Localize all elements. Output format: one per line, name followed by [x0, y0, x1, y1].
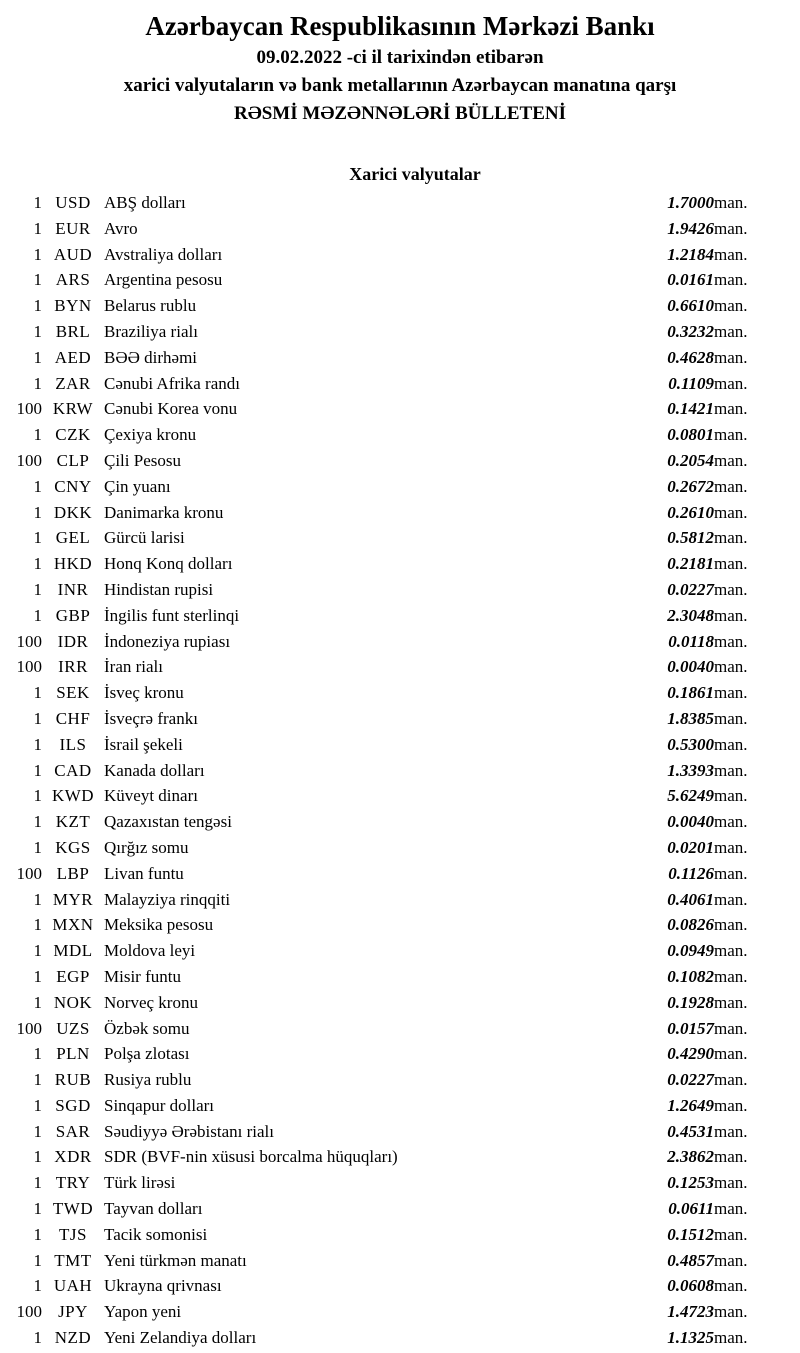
rate-row: [0, 758, 800, 784]
quantity-cell: 1: [33, 270, 42, 290]
unit-cell: man.: [714, 915, 748, 935]
currency-code-cell: IRR: [58, 657, 88, 677]
unit-cell: man.: [714, 218, 748, 238]
quantity-cell: 1: [33, 605, 42, 625]
quantity-cell: 1: [33, 347, 42, 367]
unit-cell: man.: [714, 1018, 748, 1038]
rate-row: [0, 422, 800, 448]
quantity-cell: 100: [16, 657, 42, 677]
rate-row: [0, 1222, 800, 1248]
rate-row: [0, 551, 800, 577]
bank-title: Azərbaycan Respublikasının Mərkəzi Bankı: [145, 11, 655, 41]
rate-value-cell: 0.6610: [667, 296, 714, 316]
rate-row: [0, 500, 800, 526]
currency-code-cell: KRW: [52, 399, 94, 419]
rate-row: [0, 1196, 800, 1222]
rate-row: [0, 887, 800, 913]
rate-value-cell: 1.2649: [667, 1095, 714, 1115]
currency-code-cell: USD: [55, 193, 91, 212]
rate-value-cell: 0.1126: [668, 863, 714, 883]
rate-row: [0, 525, 800, 551]
currency-name-cell: İndoneziya rupiası: [104, 631, 231, 651]
rate-row: [0, 371, 800, 397]
currency-code-cell: ZAR: [55, 373, 91, 393]
currency-name-cell: Norveç kronu: [104, 992, 198, 1012]
currency-code-cell: TWD: [52, 1199, 94, 1219]
quantity-cell: 1: [33, 941, 42, 961]
bulletin-title-line: RƏSMİ MƏZƏNNƏLƏRİ BÜLLETENİ: [233, 103, 566, 124]
currency-code-cell: NZD: [54, 1328, 92, 1348]
currency-name-cell: İran rialı: [104, 657, 163, 677]
currency-code-cell: TJS: [59, 1224, 87, 1244]
quantity-cell: 1: [33, 1173, 42, 1193]
quantity-cell: 1: [33, 889, 42, 909]
unit-cell: man.: [714, 1199, 748, 1219]
currency-name-cell: Moldova leyi: [104, 941, 196, 961]
rate-value-cell: 0.0040: [667, 812, 714, 832]
currency-name-cell: Belarus rublu: [104, 296, 197, 316]
currency-name-cell: Meksika pesosu: [104, 915, 214, 935]
rate-row: [0, 1248, 800, 1274]
quantity-cell: 1: [33, 837, 42, 857]
unit-cell: man.: [714, 1095, 748, 1115]
currency-code-cell: ILS: [59, 734, 87, 754]
currency-code-cell: JPY: [58, 1302, 88, 1322]
rate-value-cell: 0.4628: [667, 347, 714, 367]
unit-cell: man.: [714, 863, 748, 883]
currency-code-cell: LBP: [56, 863, 90, 883]
rate-value-cell: 0.0227: [667, 1070, 714, 1090]
rate-value-cell: 0.4857: [667, 1250, 714, 1270]
currency-name-cell: Sinqapur dolları: [104, 1095, 215, 1115]
currency-code-cell: NOK: [53, 992, 93, 1012]
currency-name-cell: Livan funtu: [104, 863, 184, 883]
currency-code-cell: AED: [54, 347, 92, 367]
unit-cell: man.: [714, 1147, 748, 1167]
unit-cell: man.: [714, 1224, 748, 1244]
currency-name-cell: Səudiyyə Ərəbistanı rialı: [104, 1121, 274, 1141]
currency-name-cell: Cənubi Afrika randı: [104, 373, 240, 393]
quantity-cell: 1: [33, 554, 42, 574]
currency-code-cell: XDR: [54, 1147, 92, 1167]
currency-name-cell: Yeni türkmən manatı: [104, 1250, 247, 1270]
currency-name-cell: Argentina pesosu: [104, 270, 223, 290]
unit-cell: man.: [714, 476, 748, 496]
quantity-cell: 100: [16, 450, 42, 470]
rate-row: [0, 577, 800, 603]
currency-code-cell: BRL: [55, 321, 91, 341]
currency-name-cell: İsrail şekeli: [104, 734, 183, 754]
rate-value-cell: 0.2610: [667, 502, 714, 522]
rate-value-cell: 0.4061: [667, 889, 714, 909]
quantity-cell: 1: [33, 296, 42, 316]
quantity-cell: 1: [33, 734, 42, 754]
unit-cell: man.: [714, 992, 748, 1012]
currency-code-cell: TRY: [55, 1173, 91, 1193]
currency-code-cell: UZS: [56, 1018, 90, 1038]
unit-cell: man.: [714, 1121, 748, 1141]
unit-cell: man.: [714, 1070, 748, 1090]
currency-name-cell: Tacik somonisi: [104, 1224, 208, 1244]
unit-cell: man.: [714, 270, 748, 290]
currency-code-cell: MDL: [53, 941, 93, 961]
rate-value-cell: 0.4531: [667, 1121, 714, 1141]
quantity-cell: 1: [33, 760, 42, 780]
rate-value-cell: 0.0949: [667, 941, 714, 961]
unit-cell: man.: [714, 450, 748, 470]
currency-code-cell: KGS: [55, 837, 91, 857]
currency-code-cell: IDR: [57, 631, 89, 651]
rate-value-cell: 5.6249: [667, 786, 714, 806]
rate-row: [0, 861, 800, 887]
currency-code-cell: EUR: [55, 218, 91, 238]
currency-name-cell: Çili Pesosu: [104, 450, 181, 470]
currency-name-cell: Gürcü larisi: [104, 528, 185, 548]
currency-code-cell: UAH: [53, 1276, 93, 1296]
unit-cell: man.: [714, 528, 748, 548]
currency-name-cell: İngilis funt sterlinqi: [104, 605, 240, 625]
currency-code-cell: HKD: [53, 554, 93, 574]
currency-name-cell: Malayziya rinqqiti: [104, 889, 231, 909]
rate-row: [0, 1119, 800, 1145]
rate-value-cell: 0.0157: [667, 1018, 714, 1038]
unit-cell: man.: [714, 966, 748, 986]
quantity-cell: 100: [16, 1018, 42, 1038]
rate-value-cell: 0.0118: [668, 631, 714, 651]
unit-cell: man.: [714, 1044, 748, 1064]
currency-code-cell: ARS: [55, 270, 91, 290]
quantity-cell: 1: [33, 1199, 42, 1219]
quantity-cell: 1: [33, 579, 42, 599]
rate-row: [0, 680, 800, 706]
effective-date-line: 09.02.2022 -ci il tarixindən etibarən: [256, 47, 544, 68]
currency-name-cell: Cənubi Korea vonu: [104, 399, 238, 419]
unit-cell: man.: [714, 760, 748, 780]
unit-cell: man.: [714, 554, 748, 574]
currency-name-cell: Çexiya kronu: [104, 425, 197, 445]
unit-cell: man.: [714, 734, 748, 754]
rate-row: [0, 654, 800, 680]
currency-code-cell: TMT: [54, 1250, 92, 1270]
currency-code-cell: SGD: [55, 1095, 91, 1115]
exchange-rates-table: [0, 190, 800, 1351]
subtitle-line: xarici valyutaların və bank metallarının Azərbaycan manatına qarşı: [123, 75, 677, 96]
currency-code-cell: CAD: [54, 760, 92, 780]
rate-value-cell: 0.0201: [667, 837, 714, 857]
rate-row: [0, 706, 800, 732]
unit-cell: man.: [714, 193, 748, 212]
rate-row: [0, 242, 800, 268]
rate-value-cell: 0.2054: [667, 450, 714, 470]
unit-cell: man.: [714, 605, 748, 625]
rate-value-cell: 1.1325: [667, 1328, 714, 1348]
rate-row: [0, 912, 800, 938]
currency-code-cell: AUD: [53, 244, 93, 264]
quantity-cell: 1: [33, 992, 42, 1012]
quantity-cell: 100: [16, 863, 42, 883]
currency-name-cell: ABŞ dolları: [104, 193, 186, 212]
rate-row: [0, 964, 800, 990]
quantity-cell: 1: [33, 193, 42, 212]
rate-row: [0, 783, 800, 809]
quantity-cell: 1: [33, 321, 42, 341]
rate-value-cell: 1.3393: [667, 760, 714, 780]
currency-name-cell: Misir funtu: [104, 966, 181, 986]
unit-cell: man.: [714, 1328, 748, 1348]
quantity-cell: 1: [33, 1095, 42, 1115]
unit-cell: man.: [714, 683, 748, 703]
rate-value-cell: 2.3862: [667, 1147, 714, 1167]
quantity-cell: 100: [16, 399, 42, 419]
currency-name-cell: Polşa zlotası: [104, 1044, 190, 1064]
unit-cell: man.: [714, 889, 748, 909]
unit-cell: man.: [714, 425, 748, 445]
section-title: Xarici valyutalar: [349, 164, 481, 184]
unit-cell: man.: [714, 941, 748, 961]
rate-row: [0, 732, 800, 758]
rate-row: [0, 1093, 800, 1119]
rate-value-cell: 0.1928: [667, 992, 714, 1012]
currency-name-cell: Avstraliya dolları: [104, 244, 223, 264]
rate-value-cell: 0.3232: [667, 321, 714, 341]
unit-cell: man.: [714, 373, 748, 393]
rate-row: [0, 1273, 800, 1299]
rate-row: [0, 396, 800, 422]
rate-value-cell: 1.4723: [667, 1302, 714, 1322]
rate-row: [0, 190, 800, 216]
currency-name-cell: İsveç kronu: [104, 683, 184, 703]
rate-row: [0, 1144, 800, 1170]
rate-row: [0, 990, 800, 1016]
rate-row: [0, 267, 800, 293]
currency-name-cell: Türk lirəsi: [104, 1173, 176, 1193]
quantity-cell: 1: [33, 1044, 42, 1064]
rate-value-cell: 0.5812: [667, 528, 714, 548]
currency-name-cell: Kanada dolları: [104, 760, 205, 780]
rate-value-cell: 0.4290: [667, 1044, 714, 1064]
currency-name-cell: SDR (BVF-nin xüsusi borcalma hüquqları): [104, 1147, 398, 1167]
quantity-cell: 1: [33, 1147, 42, 1167]
currency-name-cell: Qırğız somu: [104, 837, 189, 857]
rate-row: [0, 293, 800, 319]
currency-code-cell: CHF: [55, 708, 91, 728]
rate-row: [0, 216, 800, 242]
currency-code-cell: GEL: [55, 528, 91, 548]
quantity-cell: 1: [33, 502, 42, 522]
quantity-cell: 1: [33, 1250, 42, 1270]
unit-cell: man.: [714, 786, 748, 806]
rate-row: [0, 1041, 800, 1067]
unit-cell: man.: [714, 1302, 748, 1322]
unit-cell: man.: [714, 321, 748, 341]
rate-row: [0, 319, 800, 345]
currency-code-cell: CZK: [55, 425, 91, 445]
currency-code-cell: SAR: [55, 1121, 91, 1141]
currency-name-cell: Hindistan rupisi: [104, 579, 214, 599]
currency-code-cell: CNY: [54, 476, 92, 496]
rate-value-cell: 0.1253: [667, 1173, 714, 1193]
quantity-cell: 1: [33, 425, 42, 445]
unit-cell: man.: [714, 1276, 748, 1296]
rate-value-cell: 0.1512: [667, 1224, 714, 1244]
rate-value-cell: 0.0801: [667, 425, 714, 445]
currency-code-cell: EGP: [56, 966, 90, 986]
quantity-cell: 1: [33, 812, 42, 832]
unit-cell: man.: [714, 502, 748, 522]
rate-value-cell: 1.8385: [667, 708, 714, 728]
quantity-cell: 1: [33, 373, 42, 393]
rates-table-body: [0, 190, 800, 1351]
rate-row: [0, 809, 800, 835]
quantity-cell: 1: [33, 683, 42, 703]
unit-cell: man.: [714, 1250, 748, 1270]
quantity-cell: 100: [16, 631, 42, 651]
currency-name-cell: Rusiya rublu: [104, 1070, 192, 1090]
quantity-cell: 1: [33, 1224, 42, 1244]
currency-name-cell: Danimarka kronu: [104, 502, 224, 522]
rate-row: [0, 1299, 800, 1325]
quantity-cell: 1: [33, 244, 42, 264]
rate-row: [0, 835, 800, 861]
quantity-cell: 1: [33, 1121, 42, 1141]
rate-value-cell: 0.0608: [667, 1276, 714, 1296]
rate-row: [0, 448, 800, 474]
currency-code-cell: INR: [57, 579, 89, 599]
rate-row: [0, 629, 800, 655]
rate-row: [0, 1016, 800, 1042]
rate-value-cell: 0.5300: [667, 734, 714, 754]
unit-cell: man.: [714, 812, 748, 832]
unit-cell: man.: [714, 657, 748, 677]
quantity-cell: 100: [16, 1302, 42, 1322]
rate-value-cell: 0.1109: [668, 373, 714, 393]
currency-code-cell: DKK: [53, 502, 93, 522]
unit-cell: man.: [714, 347, 748, 367]
rate-row: [0, 603, 800, 629]
quantity-cell: 1: [33, 218, 42, 238]
currency-code-cell: BYN: [54, 296, 92, 316]
currency-name-cell: Özbək somu: [104, 1018, 190, 1038]
rate-value-cell: 1.2184: [667, 244, 714, 264]
currency-name-cell: BƏƏ dirhəmi: [104, 347, 198, 367]
rate-value-cell: 1.9426: [667, 218, 714, 238]
currency-name-cell: Braziliya rialı: [104, 321, 198, 341]
currency-name-cell: Yeni Zelandiya dolları: [104, 1328, 257, 1348]
currency-name-cell: Qazaxıstan tengəsi: [104, 812, 232, 832]
currency-code-cell: CLP: [56, 450, 90, 470]
rate-row: [0, 1170, 800, 1196]
quantity-cell: 1: [33, 1276, 42, 1296]
bulletin-header: [0, 0, 800, 128]
rate-value-cell: 2.3048: [667, 605, 714, 625]
unit-cell: man.: [714, 399, 748, 419]
rate-value-cell: 1.7000: [667, 193, 714, 212]
unit-cell: man.: [714, 579, 748, 599]
rate-value-cell: 0.2672: [667, 476, 714, 496]
currency-name-cell: Avro: [104, 218, 138, 238]
unit-cell: man.: [714, 1173, 748, 1193]
currency-code-cell: MXN: [52, 915, 94, 935]
unit-cell: man.: [714, 244, 748, 264]
currency-name-cell: İsveçrə frankı: [104, 708, 198, 728]
currency-code-cell: KWD: [51, 786, 95, 806]
rate-row: [0, 474, 800, 500]
rate-row: [0, 1325, 800, 1351]
quantity-cell: 1: [33, 476, 42, 496]
currency-code-cell: GBP: [55, 605, 91, 625]
currency-code-cell: KZT: [55, 812, 91, 832]
rate-row: [0, 1067, 800, 1093]
unit-cell: man.: [714, 631, 748, 651]
rate-value-cell: 0.1861: [667, 683, 714, 703]
rate-value-cell: 0.0611: [668, 1199, 714, 1219]
unit-cell: man.: [714, 296, 748, 316]
quantity-cell: 1: [33, 1070, 42, 1090]
rate-value-cell: 0.1421: [667, 399, 714, 419]
currency-name-cell: Küveyt dinarı: [104, 786, 198, 806]
rate-value-cell: 0.1082: [667, 966, 714, 986]
currency-name-cell: Tayvan dolları: [104, 1199, 203, 1219]
currency-code-cell: RUB: [54, 1070, 92, 1090]
currency-name-cell: Honq Konq dolları: [104, 554, 233, 574]
unit-cell: man.: [714, 837, 748, 857]
rate-value-cell: 0.2181: [667, 554, 714, 574]
currency-name-cell: Yapon yeni: [104, 1302, 182, 1322]
quantity-cell: 1: [33, 708, 42, 728]
quantity-cell: 1: [33, 528, 42, 548]
currency-code-cell: PLN: [56, 1044, 90, 1064]
rate-value-cell: 0.0040: [667, 657, 714, 677]
rate-value-cell: 0.0826: [667, 915, 714, 935]
quantity-cell: 1: [33, 915, 42, 935]
rate-value-cell: 0.0227: [667, 579, 714, 599]
currency-name-cell: Çin yuanı: [104, 476, 171, 496]
rate-row: [0, 938, 800, 964]
unit-cell: man.: [714, 708, 748, 728]
currency-code-cell: MYR: [52, 889, 94, 909]
rate-value-cell: 0.0161: [667, 270, 714, 290]
currency-name-cell: Ukrayna qrivnası: [104, 1276, 222, 1296]
quantity-cell: 1: [33, 966, 42, 986]
quantity-cell: 1: [33, 1328, 42, 1348]
quantity-cell: 1: [33, 786, 42, 806]
currency-code-cell: SEK: [56, 683, 90, 703]
rate-row: [0, 345, 800, 371]
